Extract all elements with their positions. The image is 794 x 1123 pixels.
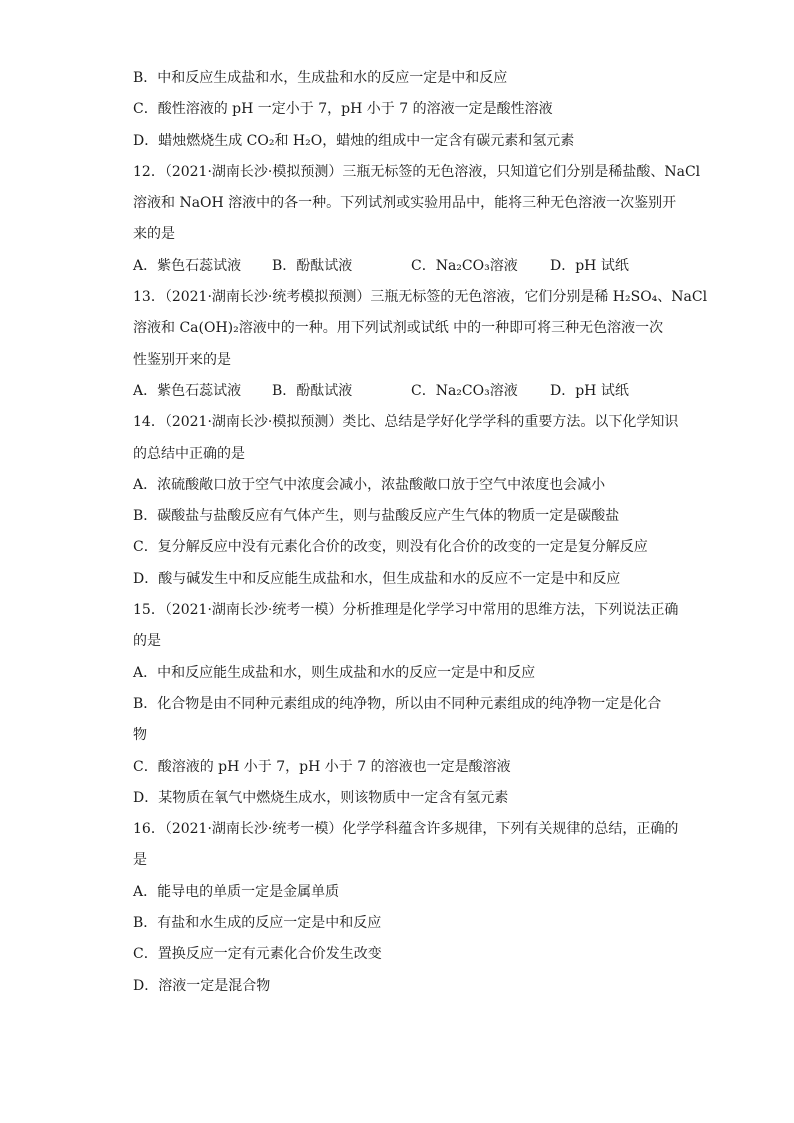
q14-option-b: B．碳酸盐与盐酸反应有气体产生，则与盐酸反应产生气体的物质一定是碳酸盐 [133, 508, 620, 525]
q16-option-b: B．有盐和水生成的反应一定是中和反应 [133, 915, 382, 932]
q11-option-b: B．中和反应生成盐和水，生成盐和水的反应一定是中和反应 [133, 70, 508, 86]
q16-stem-line-2: 是 [133, 852, 147, 869]
q11-option-c: C．酸性溶液的 pH 一定小于 7，pH 小于 7 的溶液一定是酸性溶液 [133, 101, 553, 118]
q15-option-c: C．酸溶液的 pH 小于 7，pH 小于 7 的溶液也一定是酸溶液 [133, 758, 511, 775]
q12-options [133, 251, 673, 282]
q14-option-a: A．浓硫酸敞口放于空气中浓度会减小，浓盐酸敞口放于空气中浓度也会减小 [133, 476, 606, 493]
q15-option-a: A．中和反应能生成盐和水，则生成盐和水的反应一定是中和反应 [133, 664, 536, 681]
document-body [133, 63, 708, 1002]
q13-option-d: D．pH 试纸 [550, 382, 629, 399]
q15-option-b-cont: 物 [133, 727, 147, 744]
q12-stem-line-3: 来的是 [133, 226, 175, 243]
q13-stem-line-2: 溶液和 Ca(OH)₂溶液中的一种。用下列试剂或试纸 中的一种即可将三种无色溶液一次 [133, 320, 664, 337]
q16-stem-line-1: 16．（2021·湖南长沙·统考一模）化学学科蕴含许多规律，下列有关规律的总结，正确的 [133, 821, 679, 838]
q13-stem-line-1: 13．（2021·湖南长沙·统考模拟预测）三瓶无标签的无色溶液，它们分别是稀 H₂SO₄、NaCl [133, 289, 708, 306]
q12-option-d: D．pH 试纸 [550, 257, 629, 274]
q12-option-c: C．Na₂CO₃溶液 [411, 257, 518, 274]
q14-option-d: D．酸与碱发生中和反应能生成盐和水，但生成盐和水的反应不一定是中和反应 [133, 570, 621, 587]
q12-stem-line-1: 12．（2021·湖南长沙·模拟预测）三瓶无标签的无色溶液，只知道它们分别是稀盐酸、NaCl [133, 163, 701, 180]
q15-option-d: D．某物质在氧气中燃烧生成水，则该物质中一定含有氢元素 [133, 789, 509, 806]
q12-option-a: A．紫色石蕊试液 [133, 257, 242, 274]
q16-option-a: A．能导电的单质一定是金属单质 [133, 883, 340, 900]
q14-stem-line-1: 14．（2021·湖南长沙·模拟预测）类比、总结是学好化学学科的重要方法。以下化学知识 [133, 414, 679, 431]
q12-stem-line-2: 溶液和 NaOH 溶液中的各一种。下列试剂或实验用品中，能将三种无色溶液一次鉴别开 [133, 195, 677, 212]
q15-stem-line-2: 的是 [133, 633, 161, 650]
q13-option-a: A．紫色石蕊试液 [133, 382, 242, 399]
q14-option-c: C．复分解反应中没有元素化合价的改变，则没有化合价的改变的一定是复分解反应 [133, 539, 648, 556]
q13-option-b: B．酚酞试液 [272, 382, 353, 399]
q13-options [133, 376, 673, 407]
q14-stem-line-2: 的总结中正确的是 [133, 445, 245, 462]
q15-stem-line-1: 15．（2021·湖南长沙·统考一模）分析推理是化学学习中常用的思维方法，下列说法正确 [133, 602, 679, 619]
q11-option-d: D．蜡烛燃烧生成 CO₂和 H₂O，蜡烛的组成中一定含有碳元素和氢元素 [133, 132, 575, 149]
q16-option-d: D．溶液一定是混合物 [133, 977, 271, 994]
q13-stem-line-3: 性鉴别开来的是 [133, 351, 231, 368]
q12-option-b: B．酚酞试液 [272, 257, 353, 274]
q16-option-c: C．置换反应一定有元素化合价发生改变 [133, 946, 382, 963]
q13-option-c: C．Na₂CO₃溶液 [411, 382, 518, 399]
q15-option-b: B．化合物是由不同种元素组成的纯净物，所以由不同种元素组成的纯净物一定是化合 [133, 695, 662, 712]
